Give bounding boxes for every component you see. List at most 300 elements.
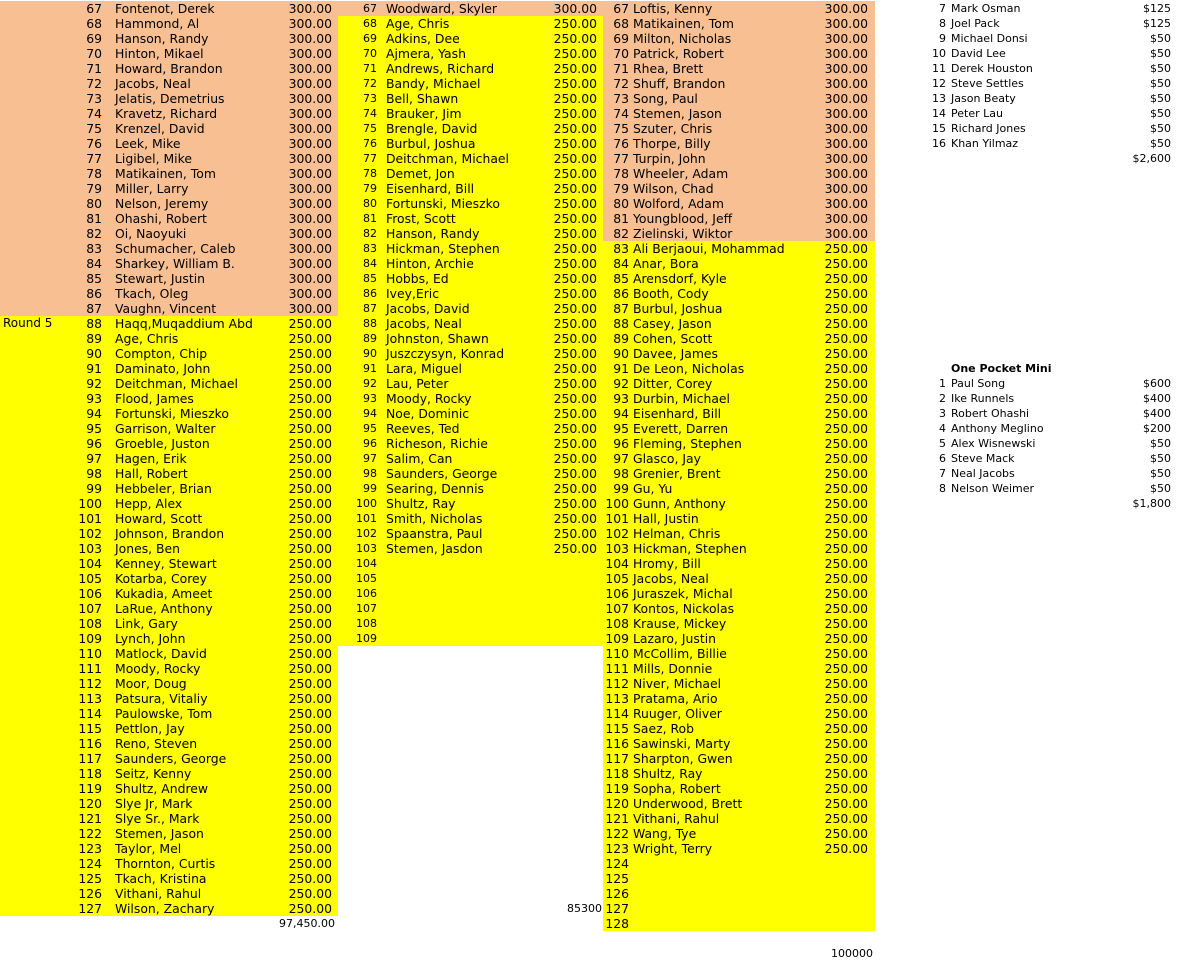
entry-name: Flood, James — [115, 391, 194, 406]
entry-amount: 250.00 — [288, 376, 332, 391]
table-row — [338, 61, 603, 76]
entry-amount: 250.00 — [553, 256, 597, 271]
payout-name: Steve Settles — [951, 77, 1024, 90]
payout-row — [925, 91, 1175, 106]
payout-amount: $600 — [1143, 377, 1171, 390]
payout-place: 12 — [932, 77, 946, 90]
payout-amount: $200 — [1143, 422, 1171, 435]
entry-name: Kotarba, Corey — [115, 571, 207, 586]
entry-name: Compton, Chip — [115, 346, 208, 361]
entry-amount: 250.00 — [824, 301, 868, 316]
payout-place: 3 — [939, 407, 946, 420]
entry-number: 70 — [86, 46, 102, 61]
entry-number: 121 — [78, 811, 102, 826]
entry-amount: 300.00 — [288, 151, 332, 166]
entry-number: 124 — [78, 856, 102, 871]
payout-amount: $50 — [1150, 437, 1171, 450]
entry-name: Juraszek, Michal — [633, 586, 733, 601]
entry-amount: 250.00 — [824, 406, 868, 421]
entry-name: Adkins, Dee — [386, 31, 460, 46]
entry-name: Glasco, Jay — [633, 451, 701, 466]
entry-name: Jacobs, David — [386, 301, 470, 316]
entry-number: 114 — [605, 706, 629, 721]
entry-number: 91 — [86, 361, 102, 376]
entry-name: Johnson, Brandon — [115, 526, 225, 541]
entry-amount: 250.00 — [553, 16, 597, 31]
entry-amount: 300.00 — [288, 271, 332, 286]
entry-amount: 250.00 — [288, 691, 332, 706]
entry-name: Age, Chris — [115, 331, 179, 346]
payout-row — [925, 106, 1175, 121]
payout-name: Neal Jacobs — [951, 467, 1015, 480]
entry-amount: 250.00 — [288, 511, 332, 526]
entry-amount: 250.00 — [824, 436, 868, 451]
table-row — [603, 151, 875, 166]
table-row — [603, 481, 875, 496]
table-row — [338, 301, 603, 316]
entry-number: 91 — [363, 362, 377, 375]
table-row — [603, 826, 875, 841]
entry-name: Frost, Scott — [386, 211, 456, 226]
table-row — [0, 436, 338, 451]
entry-number: 75 — [86, 121, 102, 136]
entry-number: 80 — [86, 196, 102, 211]
entry-name: Oi, Naoyuki — [115, 226, 187, 241]
entry-name: Noe, Dominic — [386, 406, 470, 421]
entry-amount: 250.00 — [288, 586, 332, 601]
entry-number: 116 — [605, 736, 629, 751]
entry-name: Pettlon, Jay — [115, 721, 185, 736]
entry-number: 117 — [78, 751, 102, 766]
entry-name: Hromy, Bill — [633, 556, 701, 571]
entry-amount: 250.00 — [824, 811, 868, 826]
table-row — [603, 916, 875, 931]
payout-place: 1 — [939, 377, 946, 390]
table-row — [603, 421, 875, 436]
entry-name: Wilson, Chad — [633, 181, 714, 196]
entry-amount: 250.00 — [553, 106, 597, 121]
table-row — [603, 196, 875, 211]
payout-row — [925, 46, 1175, 61]
entry-amount: 250.00 — [288, 406, 332, 421]
table-row — [0, 76, 338, 91]
entry-number: 124 — [605, 856, 629, 871]
entry-number: 126 — [605, 886, 629, 901]
entry-amount: 250.00 — [288, 361, 332, 376]
payout-name: Alex Wisnewski — [951, 437, 1036, 450]
entry-amount: 250.00 — [288, 781, 332, 796]
entry-amount: 300.00 — [824, 1, 868, 16]
entry-name: Bell, Shawn — [386, 91, 459, 106]
entry-number: 72 — [613, 76, 629, 91]
entry-number: 76 — [363, 137, 377, 150]
entry-name: Matlock, David — [115, 646, 207, 661]
entry-name: Vithani, Rahul — [115, 886, 202, 901]
entry-name: Brengle, David — [386, 121, 478, 136]
table-row — [603, 376, 875, 391]
entry-number: 86 — [363, 287, 377, 300]
entry-number: 85 — [363, 272, 377, 285]
table-row — [0, 31, 338, 46]
table-row — [0, 766, 338, 781]
payout-name: Richard Jones — [951, 122, 1026, 135]
entry-amount: 300.00 — [824, 106, 868, 121]
table-row — [0, 406, 338, 421]
entry-amount: 250.00 — [824, 706, 868, 721]
entry-number: 95 — [86, 421, 102, 436]
table-row — [603, 496, 875, 511]
entry-name: Durbin, Michael — [633, 391, 730, 406]
entry-amount: 250.00 — [553, 151, 597, 166]
entry-amount: 250.00 — [824, 421, 868, 436]
payout-name: Nelson Weimer — [951, 482, 1035, 495]
entry-name: Fortunski, Mieszko — [115, 406, 229, 421]
entry-number: 79 — [363, 182, 377, 195]
entry-name: Eisenhard, Bill — [386, 181, 475, 196]
column-3-footer: 100000 — [831, 947, 873, 960]
entry-number: 69 — [613, 31, 629, 46]
entry-name: Leek, Mike — [115, 136, 181, 151]
entry-amount: 250.00 — [288, 811, 332, 826]
table-row — [338, 556, 603, 571]
table-row — [603, 286, 875, 301]
entry-amount: 250.00 — [288, 436, 332, 451]
entry-number: 92 — [363, 377, 377, 390]
table-row — [603, 271, 875, 286]
entry-number: 103 — [356, 542, 377, 555]
entry-name: Krenzel, David — [115, 121, 205, 136]
payout-row — [925, 136, 1175, 151]
entry-amount: 300.00 — [824, 46, 868, 61]
entry-amount: 250.00 — [553, 316, 597, 331]
entry-name: Hepp, Alex — [115, 496, 183, 511]
table-row — [338, 151, 603, 166]
table-row — [338, 391, 603, 406]
entry-number: 119 — [605, 781, 629, 796]
entry-amount: 250.00 — [288, 766, 332, 781]
entry-number: 114 — [78, 706, 102, 721]
table-row — [603, 136, 875, 151]
entry-amount: 300.00 — [824, 16, 868, 31]
table-row — [338, 316, 603, 331]
table-row — [603, 571, 875, 586]
table-row — [338, 346, 603, 361]
table-row — [603, 586, 875, 601]
entry-amount: 250.00 — [288, 871, 332, 886]
entry-amount: 250.00 — [553, 346, 597, 361]
entry-amount: 250.00 — [553, 496, 597, 511]
table-row — [603, 781, 875, 796]
entry-amount: 300.00 — [288, 76, 332, 91]
entry-number: 108 — [78, 616, 102, 631]
payout-total-amount: $2,600 — [1132, 152, 1171, 165]
entry-amount: 250.00 — [288, 316, 332, 331]
entry-number: 100 — [356, 497, 377, 510]
table-row — [603, 31, 875, 46]
entry-number: 107 — [78, 601, 102, 616]
entry-number: 101 — [356, 512, 377, 525]
table-row — [0, 556, 338, 571]
entry-amount: 250.00 — [553, 271, 597, 286]
entry-name: Wolford, Adam — [633, 196, 724, 211]
entry-number: 118 — [605, 766, 629, 781]
entry-number: 77 — [86, 151, 102, 166]
entry-name: Matikainen, Tom — [633, 16, 734, 31]
entry-number: 122 — [78, 826, 102, 841]
payout-amount: $50 — [1150, 32, 1171, 45]
entry-name: Lara, Miguel — [386, 361, 462, 376]
entry-number: 70 — [613, 46, 629, 61]
entry-amount: 250.00 — [553, 91, 597, 106]
entry-name: Hagen, Erik — [115, 451, 187, 466]
entry-number: 109 — [78, 631, 102, 646]
entry-name: Booth, Cody — [633, 286, 709, 301]
entry-amount: 250.00 — [824, 481, 868, 496]
table-row — [338, 241, 603, 256]
table-row — [603, 1, 875, 16]
entry-name: Hickman, Stephen — [633, 541, 747, 556]
entry-name: Arensdorf, Kyle — [633, 271, 727, 286]
entry-number: 71 — [613, 61, 629, 76]
entry-number: 109 — [605, 631, 629, 646]
payout-row — [925, 76, 1175, 91]
entry-number: 83 — [86, 241, 102, 256]
table-row — [338, 586, 603, 601]
entry-amount: 300.00 — [824, 226, 868, 241]
entry-number: 116 — [78, 736, 102, 751]
entry-number: 100 — [78, 496, 102, 511]
entry-amount: 250.00 — [824, 466, 868, 481]
entry-name: Kenney, Stewart — [115, 556, 217, 571]
entry-number: 90 — [363, 347, 377, 360]
entry-number: 102 — [356, 527, 377, 540]
entry-amount: 250.00 — [288, 481, 332, 496]
entry-number: 89 — [363, 332, 377, 345]
entry-amount: 250.00 — [824, 256, 868, 271]
entry-number: 93 — [86, 391, 102, 406]
entry-number: 88 — [363, 317, 377, 330]
entry-name: Searing, Dennis — [386, 481, 484, 496]
payout-name: Derek Houston — [951, 62, 1033, 75]
entry-name: Richeson, Richie — [386, 436, 488, 451]
entry-name: Lynch, John — [115, 631, 186, 646]
entry-number: 104 — [356, 557, 377, 570]
table-row — [338, 466, 603, 481]
entry-number: 95 — [613, 421, 629, 436]
round-label: Round 5 — [3, 316, 53, 330]
column-1-total: 97,450.00 — [279, 917, 335, 930]
table-row — [0, 811, 338, 826]
entry-name: Deitchman, Michael — [386, 151, 509, 166]
entry-name: Lau, Peter — [386, 376, 449, 391]
payout-amount: $50 — [1150, 122, 1171, 135]
entry-name: Moody, Rocky — [115, 661, 201, 676]
table-row — [603, 61, 875, 76]
entry-name: Groeble, Juston — [115, 436, 210, 451]
entry-number: 110 — [78, 646, 102, 661]
table-row — [603, 676, 875, 691]
entry-number: 102 — [605, 526, 629, 541]
entry-amount: 250.00 — [553, 541, 597, 556]
entry-number: 106 — [356, 587, 377, 600]
table-row — [0, 181, 338, 196]
entry-amount: 250.00 — [553, 181, 597, 196]
entry-name: Moody, Rocky — [386, 391, 472, 406]
entry-amount: 300.00 — [824, 196, 868, 211]
entry-number: 85 — [86, 271, 102, 286]
entry-number: 92 — [613, 376, 629, 391]
payout-row — [925, 421, 1175, 436]
table-row — [0, 646, 338, 661]
entry-amount: 250.00 — [824, 631, 868, 646]
payout-place: 5 — [939, 437, 946, 450]
table-row — [603, 361, 875, 376]
table-row — [338, 436, 603, 451]
payout-amount: $50 — [1150, 137, 1171, 150]
entry-amount: 300.00 — [288, 196, 332, 211]
entry-name: Bandy, Michael — [386, 76, 481, 91]
payout-row — [925, 376, 1175, 391]
payout-name: Peter Lau — [951, 107, 1003, 120]
entry-name: Wilson, Zachary — [115, 901, 215, 916]
table-row — [0, 496, 338, 511]
entry-amount: 250.00 — [553, 406, 597, 421]
entry-number: 106 — [605, 586, 629, 601]
table-row — [603, 76, 875, 91]
entry-name: Niver, Michael — [633, 676, 722, 691]
entry-name: Tkach, Oleg — [115, 286, 189, 301]
table-row — [0, 526, 338, 541]
table-row — [338, 1, 603, 16]
entry-number: 122 — [605, 826, 629, 841]
table-row — [338, 76, 603, 91]
payout-place: 16 — [932, 137, 946, 150]
entry-amount: 250.00 — [288, 421, 332, 436]
entry-number: 105 — [78, 571, 102, 586]
entry-number: 75 — [613, 121, 629, 136]
payout-row — [925, 451, 1175, 466]
table-row — [0, 256, 338, 271]
entry-name: Stemen, Jasdon — [386, 541, 483, 556]
entry-number: 85 — [613, 271, 629, 286]
entry-name: Helman, Chris — [633, 526, 721, 541]
entry-name: Jacobs, Neal — [633, 571, 709, 586]
table-row — [603, 241, 875, 256]
entry-number: 107 — [605, 601, 629, 616]
table-row — [603, 691, 875, 706]
entry-name: Wang, Tye — [633, 826, 697, 841]
entry-amount: 250.00 — [288, 526, 332, 541]
table-row — [338, 91, 603, 106]
entry-number: 107 — [356, 602, 377, 615]
entry-number: 111 — [605, 661, 629, 676]
entry-amount: 250.00 — [288, 496, 332, 511]
table-row — [0, 331, 338, 346]
entry-name: Vithani, Rahul — [633, 811, 720, 826]
entry-name: Hobbs, Ed — [386, 271, 449, 286]
entry-number: 103 — [605, 541, 629, 556]
entry-number: 67 — [363, 2, 377, 15]
entry-number: 70 — [363, 47, 377, 60]
entry-number: 77 — [363, 152, 377, 165]
entry-name: Cohen, Scott — [633, 331, 713, 346]
entry-number: 127 — [605, 901, 629, 916]
table-row — [338, 286, 603, 301]
table-row — [603, 631, 875, 646]
table-row — [0, 721, 338, 736]
entry-name: Thornton, Curtis — [115, 856, 216, 871]
table-row — [338, 571, 603, 586]
table-row — [338, 541, 603, 556]
entry-number: 108 — [356, 617, 377, 630]
entry-name: Davee, James — [633, 346, 718, 361]
entry-amount: 250.00 — [288, 661, 332, 676]
entry-name: Smith, Nicholas — [386, 511, 483, 526]
payout-row — [925, 61, 1175, 76]
one-pocket-mini-list — [925, 361, 1175, 511]
entry-name: Seitz, Kenny — [115, 766, 192, 781]
entry-number: 81 — [363, 212, 377, 225]
entry-number: 125 — [78, 871, 102, 886]
entry-number: 111 — [78, 661, 102, 676]
payout-amount: $50 — [1150, 92, 1171, 105]
entry-number: 79 — [86, 181, 102, 196]
entry-name: Howard, Scott — [115, 511, 203, 526]
entry-number: 84 — [86, 256, 102, 271]
entry-name: Sawinski, Marty — [633, 736, 731, 751]
payout-place: 4 — [939, 422, 946, 435]
table-row — [0, 301, 338, 316]
entry-name: Hammond, Al — [115, 16, 200, 31]
entry-name: Howard, Brandon — [115, 61, 223, 76]
entry-amount: 300.00 — [288, 16, 332, 31]
entry-name: Fortunski, Mieszko — [386, 196, 500, 211]
entry-name: Gu, Yu — [633, 481, 673, 496]
entry-name: Stewart, Justin — [115, 271, 206, 286]
table-row — [0, 571, 338, 586]
entry-name: Anar, Bora — [633, 256, 699, 271]
entry-name: LaRue, Anthony — [115, 601, 213, 616]
table-row — [0, 511, 338, 526]
payout-amount: $50 — [1150, 47, 1171, 60]
entry-amount: 250.00 — [553, 511, 597, 526]
entry-number: 95 — [363, 422, 377, 435]
entry-name: Gunn, Anthony — [633, 496, 726, 511]
entry-amount: 250.00 — [824, 376, 868, 391]
table-row — [0, 391, 338, 406]
entry-name: Szuter, Chris — [633, 121, 713, 136]
payout-row — [925, 466, 1175, 481]
entry-amount: 250.00 — [553, 46, 597, 61]
entry-amount: 300.00 — [288, 166, 332, 181]
entry-number: 120 — [78, 796, 102, 811]
table-row — [338, 526, 603, 541]
payout-amount: $400 — [1143, 392, 1171, 405]
entry-name: Fleming, Stephen — [633, 436, 742, 451]
table-row — [0, 361, 338, 376]
table-row — [603, 256, 875, 271]
payout-amount: $50 — [1150, 107, 1171, 120]
payout-place: 7 — [939, 467, 946, 480]
entry-amount: 250.00 — [553, 376, 597, 391]
table-row — [603, 121, 875, 136]
payout-row — [925, 391, 1175, 406]
entry-number: 72 — [86, 76, 102, 91]
payout-name: Ike Runnels — [951, 392, 1015, 405]
table-row — [338, 31, 603, 46]
table-row — [603, 91, 875, 106]
table-row — [603, 871, 875, 886]
